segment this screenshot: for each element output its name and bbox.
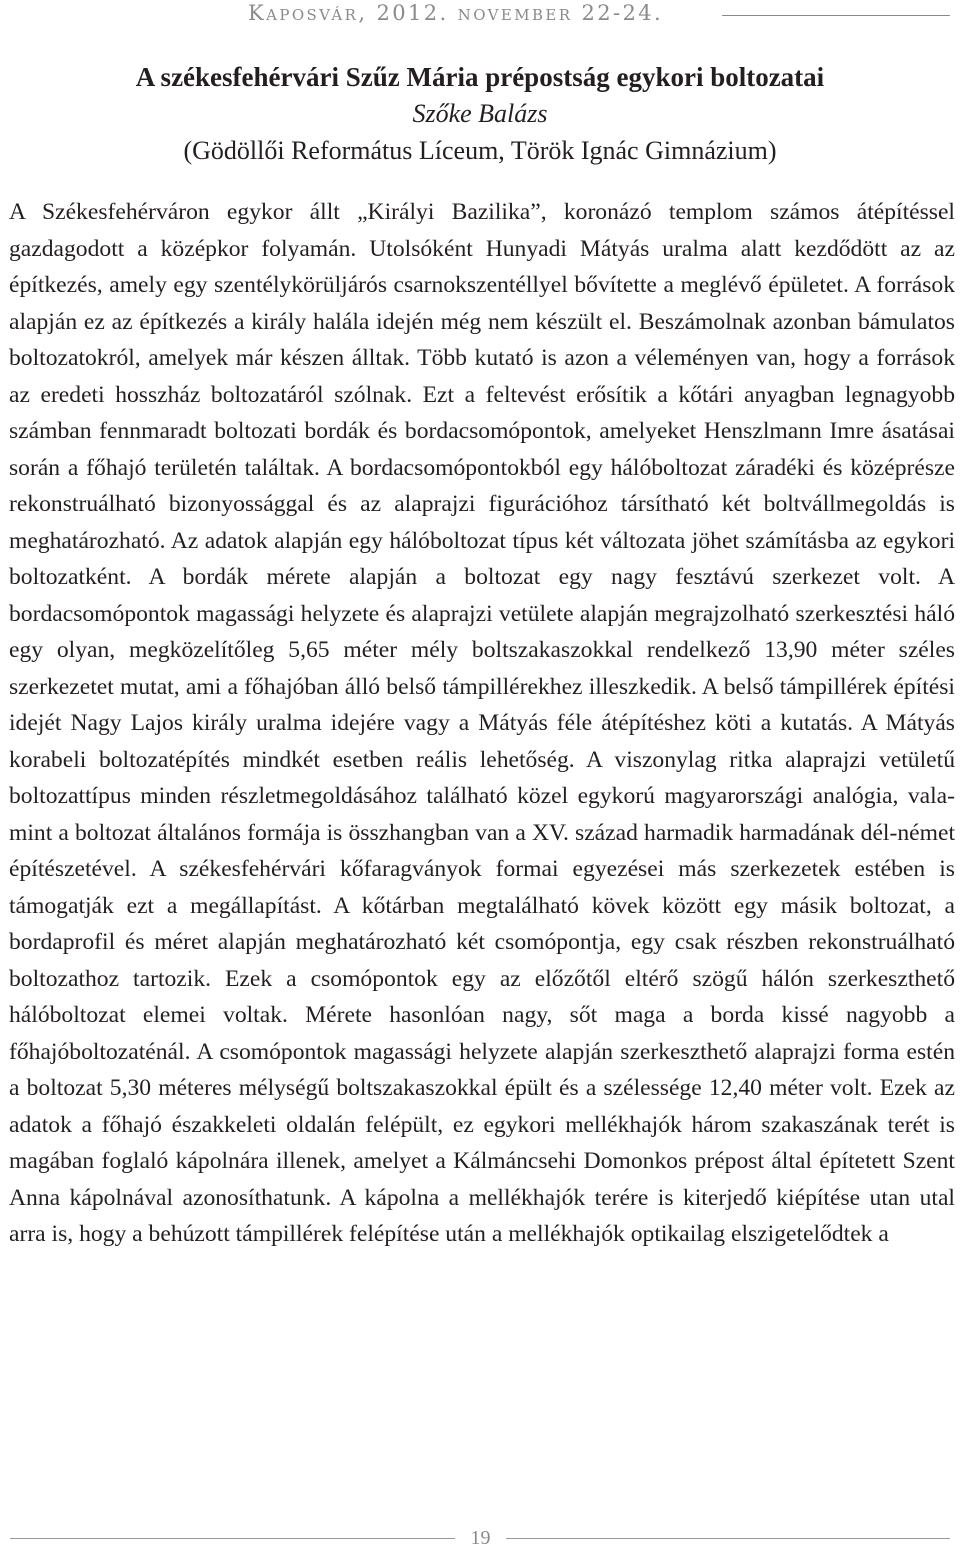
article-heading [0, 58, 960, 170]
footer-rule-left [10, 1538, 455, 1539]
article-title: A székesfehérvári Szűz Mária prépostság egykori boltozatai [135, 62, 825, 92]
header-rule [722, 15, 950, 16]
page-number: 19 [470, 1527, 491, 1549]
body-paragraph: A Székesfehérváron egykor állt „Királyi Bazilika”, koronázó templom számos átépítéssel gazdagodott a középkor folyamán. Utolsóként Hunyadi Mátyás uralma alatt kezdődött az az építkezés, amely egy szentélykörüljárós csarnokszentéllyel bővítette a meglévő épületet. A források alapján ez az építkezés a király halála idején még nem készült el. Beszámolnak azonban bámulatos boltozatokról, amelyek már készen álltak. Több kutató is azon a véleményen van, hogy a források az eredeti hosszház boltozatáról szólnak. Ezt a feltevést erősítik a kőtári anyagban legnagyobb számban fennmaradt boltozati bordák és bordacsomópontok, amelyeket Henszlmann Imre ásatásai során a főhajó területén találtak. A bordacsomópontokból egy hálóboltozat záradéki és középrésze rekonstruálható bizonyossággal és az alaprajzi figurációhoz társítható két boltvállmegoldás is meghatározható. Az adatok alapján egy hálóboltozat típus két változata jöhet számításba az egykori boltozatként. A bordák mérete alapján a boltozat egy nagy fesztávú szerkezet volt. A bordacsomópontok magassági helyzete és alaprajzi vetülete alapján megrajzolható szerkesztési háló egy olyan, megközelítőleg 5,65 méter mély boltszakaszokkal rendelkező 13,90 méter széles szerkezetet mutat, ami a főhajóban álló belső támpillérekhez illeszkedik. A belső támpillérek építési idejét Nagy Lajos király uralma idejére vagy a Mátyás féle átépítéshez köti a kutatás. A Mátyás korabeli boltozatépítés mindkét esetben reális lehetőség. A viszonylag ritka alaprajzi vetületű boltozattípus minden részletmegoldásához található közel egykorú magyarországi analógia, valamint a boltozat általános formája is összhangban van a XV. század harmadik harmadának dél-német építészetével. A székesfehérvári kőfaragványok formai egyezései más szerkezetek estében is támogatják ezt a megállapítást. A kőtárban megtalálható kövek között egy másik boltozat, a bordaprofil és méret alapján meghatározható két csomópontja, egy csak részben rekonstruálható boltozathoz tartozik. Ezek a csomópontok egy az előzőtől eltérő szögű hálón szerkeszthető hálóboltozat elemei voltak. Mérete hasonlóan nagy, sőt maga a borda kissé nagyobb a főhajóboltozaténál. A csomópontok magassági helyzete alapján szerkeszthető alaprajzi forma estén a boltozat 5,30 méteres mélységű boltszakaszokkal épült és a szélessége 12,40 méter volt. Ezek az adatok a főhajó északkeleti oldalán felépült, ez egykori mellékhajók három szakaszának terét is magában foglaló kápolnára illenek, amelyet a Kálmáncsehi Domonkos prépost által építetett Szent Anna kápolnával azonosíthatunk. A kápolna a mellékhajók terére is kiterjedő kiépítése utan utal arra is, hogy a behúzott támpillérek felépítése után a mellékhajók optikailag elszigetelődtek a [9, 199, 955, 1247]
footer-rule-right [506, 1538, 950, 1539]
page-footer [0, 1525, 960, 1549]
article-author: Szőke Balázs [412, 99, 548, 128]
running-header-title: Kaposvár, 2012. november 22-24. [248, 1, 664, 25]
article-affiliation: (Gödöllői Református Líceum, Török Ignác Gimnázium) [183, 136, 777, 165]
running-header [0, 0, 960, 30]
article-body [9, 194, 955, 1253]
